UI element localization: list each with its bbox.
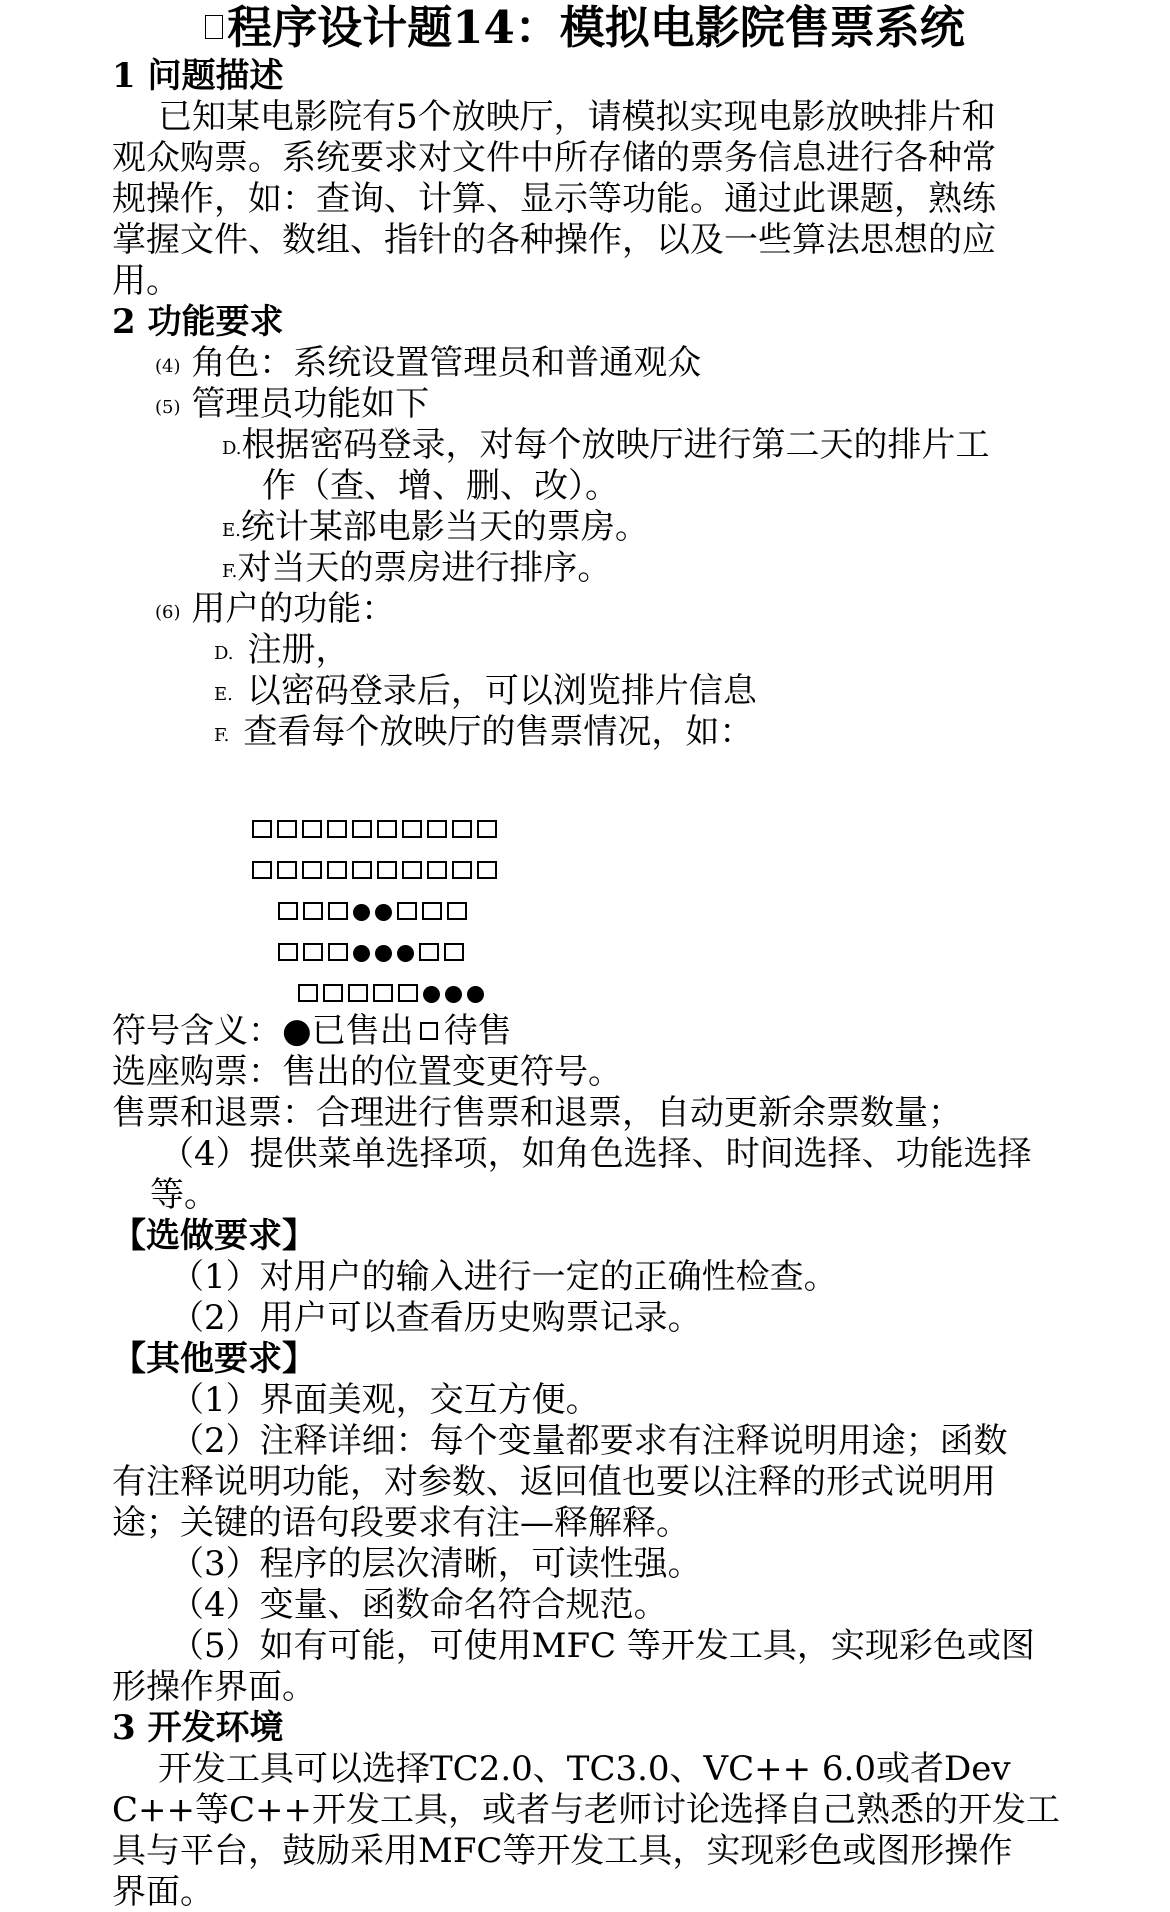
empty-seat-icon: [278, 943, 298, 961]
empty-seat-icon: [402, 820, 422, 838]
other-line: 有注释说明功能，对参数、返回值也要以注释的形式说明用: [112, 1462, 996, 1502]
empty-seat-icon: [277, 861, 297, 879]
sold-seat-icon: [353, 945, 370, 962]
paragraph-line: C++等C++开发工具，或者与老师讨论选择自己熟悉的开发工: [112, 1790, 1060, 1830]
list-marker: (6): [155, 602, 181, 623]
empty-seat-icon: [327, 861, 347, 879]
empty-seat-icon: [252, 820, 272, 838]
list-item-6: [155, 589, 395, 633]
other-heading: 【其他要求】: [112, 1339, 316, 1379]
paragraph-line: 观众购票。系统要求对文件中所存储的票务信息进行各种常: [112, 138, 996, 178]
legend-empty: 待售: [443, 1011, 512, 1051]
empty-seat-icon: [298, 984, 318, 1002]
optional-heading: 【选做要求】: [112, 1216, 316, 1256]
empty-seat-icon: [422, 902, 442, 920]
user-item-d: [214, 630, 350, 674]
empty-seat-icon: [419, 943, 439, 961]
paragraph-line: 掌握文件、数组、指针的各种操作，以及一些算法思想的应: [112, 220, 996, 260]
admin-item-e: [222, 507, 649, 551]
page-title: [0, 0, 1170, 56]
other-line: 途；关键的语句段要求有注—释解释。: [112, 1503, 690, 1543]
list-item-5: [155, 384, 429, 428]
paragraph-line: 界面。: [112, 1872, 214, 1912]
list-marker: D.: [222, 438, 242, 459]
other-line: （2）注释详细：每个变量都要求有注释说明用途；函数: [170, 1421, 1008, 1461]
empty-seat-icon: [303, 943, 323, 961]
list-marker: F.: [214, 725, 230, 746]
other-line: （3）程序的层次清晰，可读性强。: [170, 1544, 702, 1584]
seat-row: [252, 814, 502, 844]
other-line: 形操作界面。: [112, 1667, 316, 1707]
list-marker: D.: [214, 643, 234, 664]
list-text: 管理员功能如下: [191, 384, 430, 424]
missing-glyph-box: [205, 15, 223, 39]
list-marker: (5): [155, 397, 181, 418]
admin-item-d-cont: 作（查、增、删、改）。: [262, 466, 619, 506]
paragraph-line: 开发工具可以选择TC2.0、TC3.0、VC++ 6.0或者Dev: [158, 1749, 1011, 1789]
list-text: 以密码登录后，可以浏览排片信息: [246, 671, 757, 711]
list-item-4: [155, 343, 701, 387]
paragraph-line: 已知某电影院有5个放映厅，请模拟实现电影放映排片和: [158, 97, 996, 137]
sold-seat-icon: [467, 986, 484, 1003]
list-text: 根据密码登录，对每个放映厅进行第二天的排片工: [241, 425, 990, 465]
empty-seat-icon: [302, 861, 322, 879]
empty-seat-icon: [397, 902, 417, 920]
empty-seat-icon: [352, 820, 372, 838]
legend-prefix: 符号含义：: [112, 1011, 282, 1051]
section-3-heading: 3 开发环境: [112, 1708, 284, 1748]
page-title-text: 程序设计题14：模拟电影院售票系统: [227, 1, 965, 54]
list-marker: (4): [155, 356, 181, 377]
list-text: 对当天的票房进行排序。: [237, 548, 612, 588]
empty-seat-icon: [327, 820, 347, 838]
legend-sold: ●已售出: [282, 1011, 414, 1051]
empty-seat-icon: [398, 984, 418, 1002]
section-2-heading: 2 功能要求: [112, 302, 284, 342]
section-1-heading: 1 问题描述: [112, 56, 284, 96]
sold-seat-icon: [423, 986, 440, 1003]
list-marker: E.: [222, 520, 241, 541]
select-seat-line: 选座购票：售出的位置变更符号。: [112, 1052, 622, 1092]
empty-seat-icon: [373, 984, 393, 1002]
sold-seat-icon: [397, 945, 414, 962]
paragraph-line: 具与平台，鼓励采用MFC等开发工具，实现彩色或图形操作: [112, 1831, 1013, 1871]
empty-seat-icon: [427, 861, 447, 879]
other-line: （1）界面美观，交互方便。: [170, 1380, 600, 1420]
empty-seat-icon: [278, 902, 298, 920]
sold-seat-icon: [375, 945, 392, 962]
user-item-e: [214, 671, 757, 715]
menu-line: （4）提供菜单选择项，如角色选择、时间选择、功能选择: [160, 1134, 1032, 1174]
empty-seat-icon: [444, 943, 464, 961]
refund-line: 售票和退票：合理进行售票和退票，自动更新余票数量；: [112, 1093, 962, 1133]
list-text: 注册，: [247, 630, 350, 670]
empty-seat-icon: [377, 820, 397, 838]
sold-seat-icon: [375, 904, 392, 921]
empty-seat-icon: [452, 861, 472, 879]
empty-seat-icon: [352, 861, 372, 879]
list-text: 查看每个放映厅的售票情况，如：: [243, 712, 754, 752]
list-text: 角色：系统设置管理员和普通观众: [191, 343, 702, 383]
admin-item-d: [222, 425, 990, 469]
empty-seat-icon: [277, 820, 297, 838]
seat-row: [278, 937, 469, 967]
paragraph-line: 规操作，如：查询、计算、显示等功能。通过此课题，熟练: [112, 179, 996, 219]
empty-seat-icon: [420, 1022, 438, 1040]
user-item-f: [214, 712, 753, 756]
sold-seat-icon: [445, 986, 462, 1003]
menu-line-cont: 等。: [150, 1175, 218, 1215]
other-line: （4）变量、函数命名符合规范。: [170, 1585, 668, 1625]
empty-seat-icon: [303, 902, 323, 920]
other-line: （5）如有可能，可使用MFC 等开发工具，实现彩色或图: [170, 1626, 1035, 1666]
empty-seat-icon: [402, 861, 422, 879]
empty-seat-icon: [477, 861, 497, 879]
seat-row: [278, 896, 472, 926]
empty-seat-icon: [348, 984, 368, 1002]
empty-seat-icon: [252, 861, 272, 879]
empty-seat-icon: [377, 861, 397, 879]
empty-seat-icon: [452, 820, 472, 838]
admin-item-f: [222, 548, 611, 592]
empty-seat-icon: [427, 820, 447, 838]
optional-item: （1）对用户的输入进行一定的正确性检查。: [170, 1257, 838, 1297]
seat-row: [298, 978, 489, 1008]
paragraph-line: 用。: [112, 261, 180, 301]
list-text: 用户的功能：: [191, 589, 396, 629]
empty-seat-icon: [328, 902, 348, 920]
empty-seat-icon: [447, 902, 467, 920]
list-marker: E.: [214, 684, 233, 705]
list-text: 统计某部电影当天的票房。: [240, 507, 649, 547]
empty-seat-icon: [323, 984, 343, 1002]
optional-item: （2）用户可以查看历史购票记录。: [170, 1298, 702, 1338]
empty-seat-icon: [302, 820, 322, 838]
empty-seat-icon: [328, 943, 348, 961]
sold-seat-icon: [353, 904, 370, 921]
seat-row: [252, 855, 502, 885]
empty-seat-icon: [477, 820, 497, 838]
symbol-legend: [112, 1011, 512, 1051]
list-marker: F.: [222, 561, 238, 582]
